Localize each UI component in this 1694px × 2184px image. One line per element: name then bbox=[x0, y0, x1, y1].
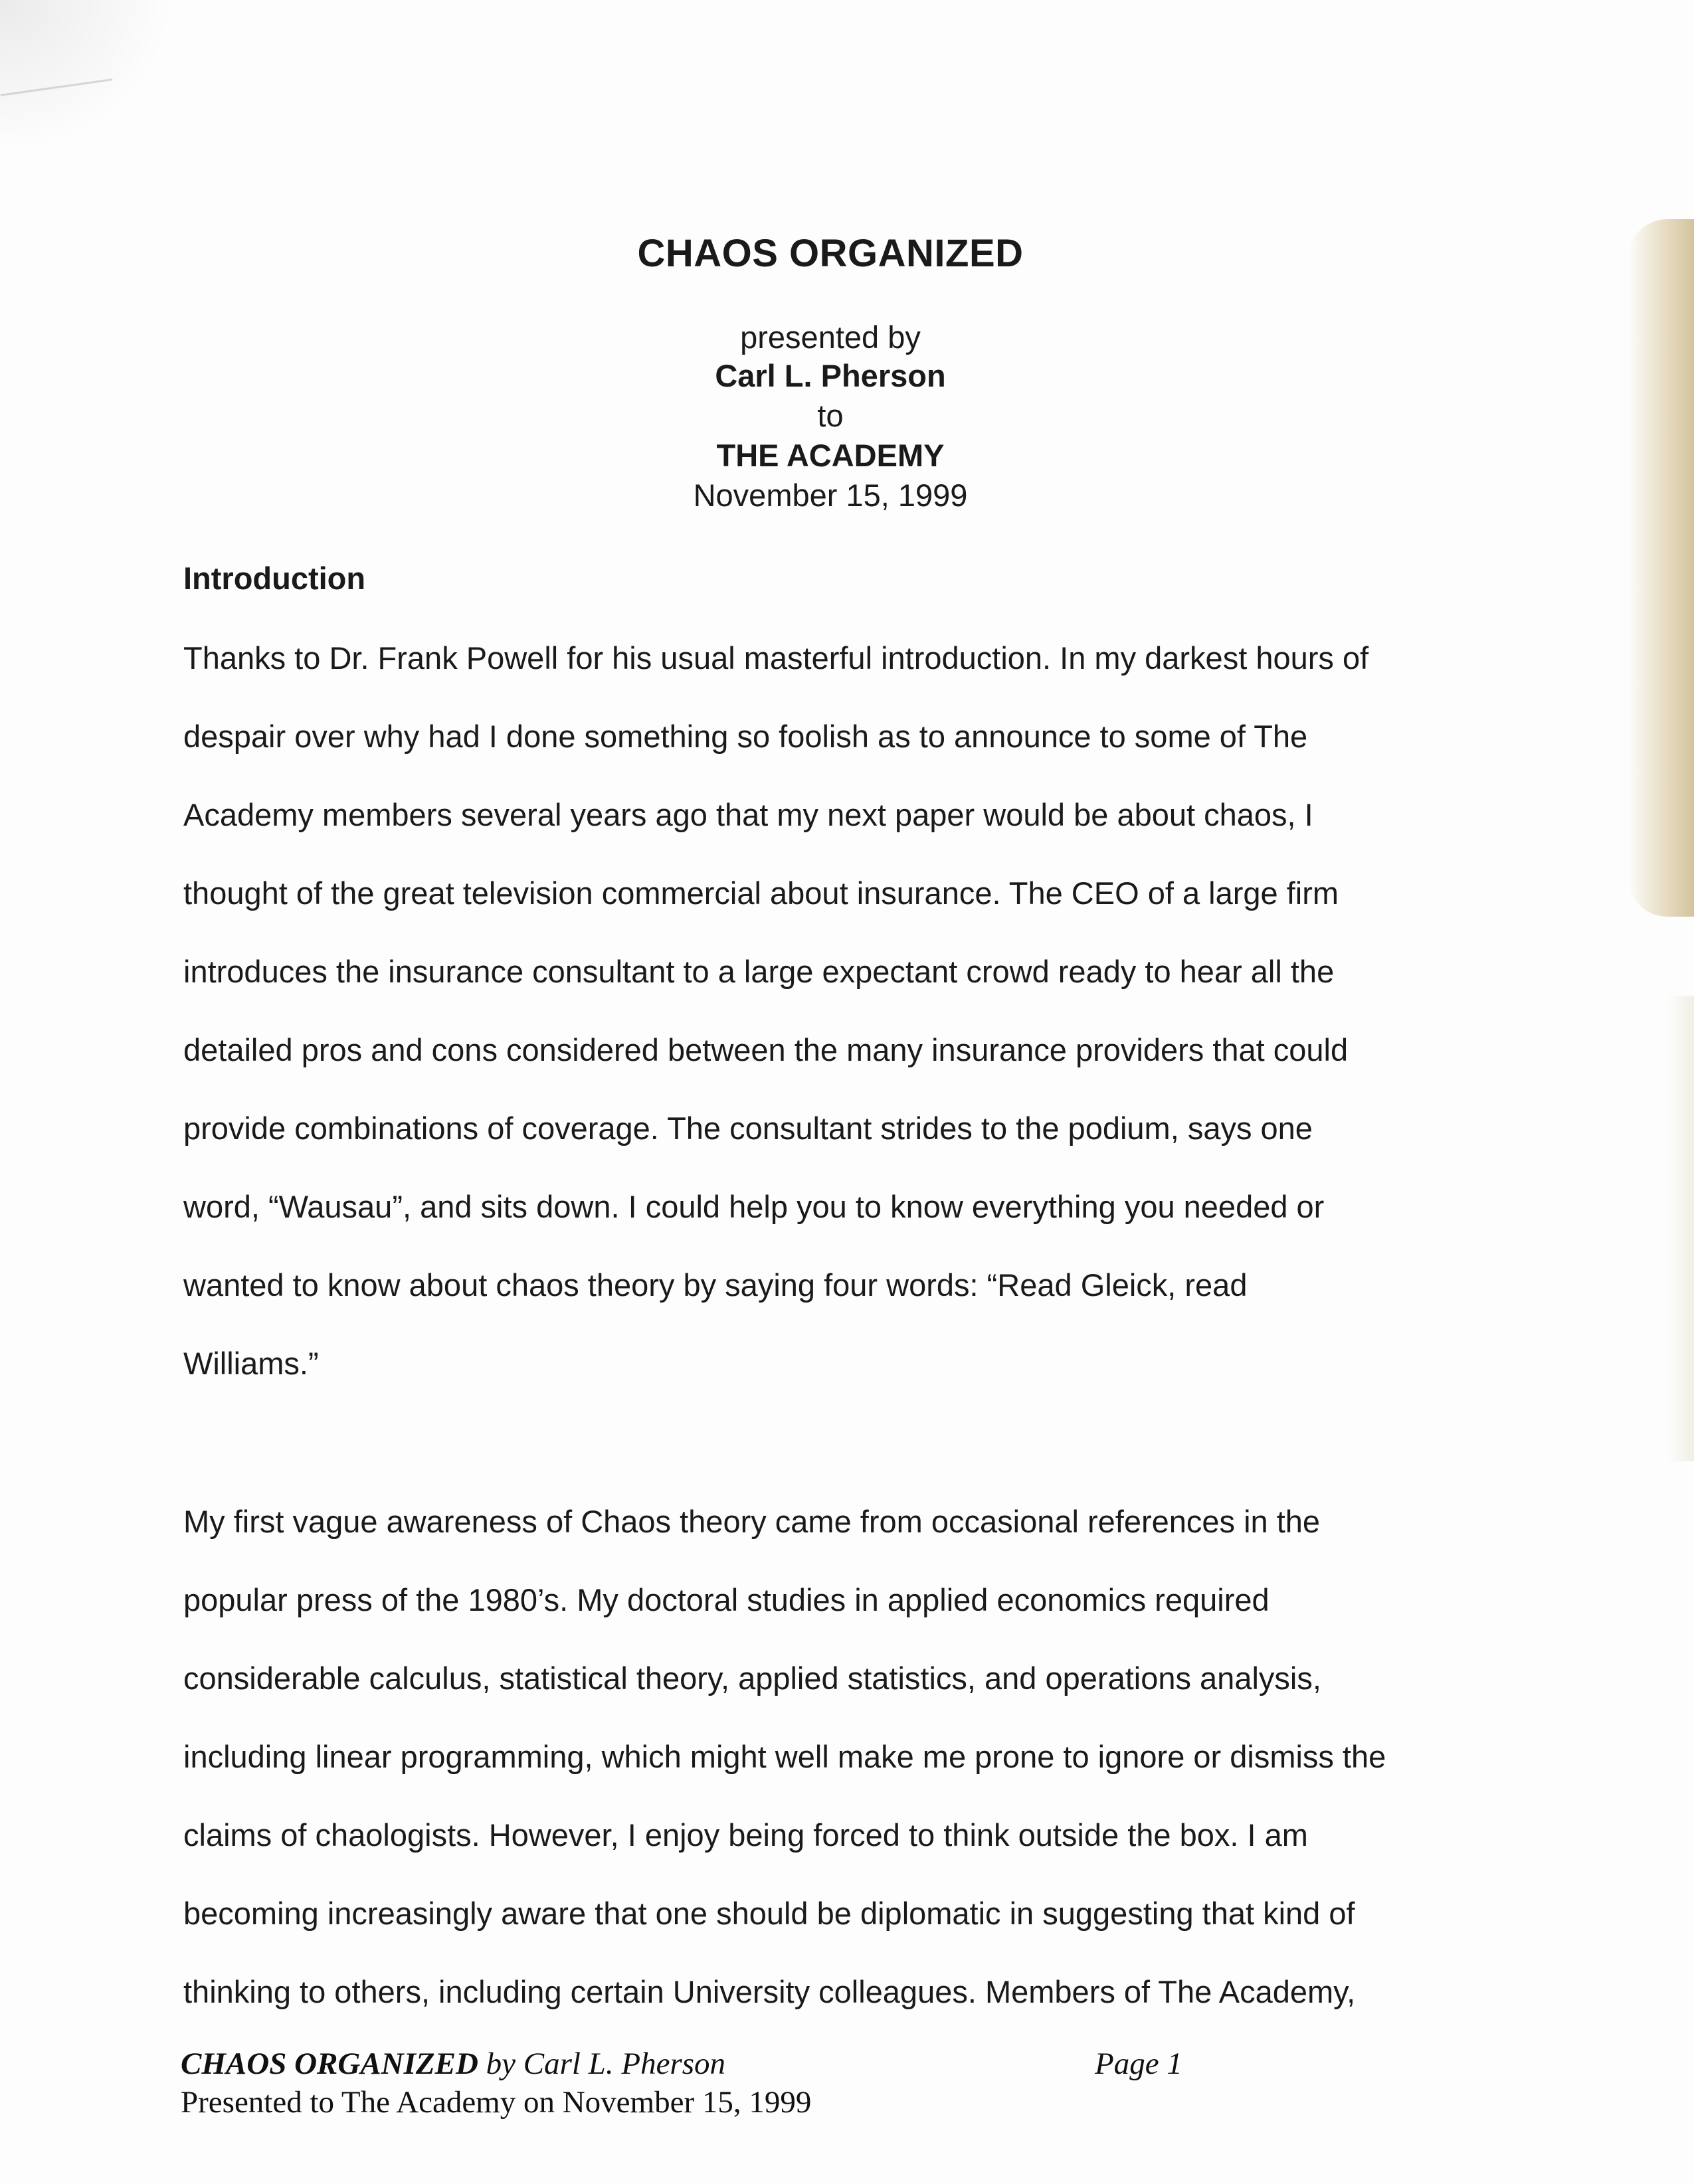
paragraph-2 bbox=[183, 1483, 1512, 2031]
paragraph-line: despair over why had I done something so foolish as to announce to some of The bbox=[183, 719, 1308, 754]
paragraph-line: Academy members several years ago that my next paper would be about chaos, I bbox=[183, 797, 1313, 832]
paper-stain-lower bbox=[1667, 996, 1694, 1461]
paragraph-line: including linear programming, which might well make me prone to ignore or dismiss the bbox=[183, 1739, 1386, 1774]
paragraph-line: detailed pros and cons considered between the many insurance providers that could bbox=[183, 1032, 1349, 1067]
paragraph-line: My first vague awareness of Chaos theory came from occasional references in the bbox=[183, 1504, 1321, 1539]
paragraph-1 bbox=[183, 619, 1512, 1403]
footer-title: CHAOS ORGANIZED bbox=[181, 2047, 478, 2081]
page-number: Page 1 bbox=[1095, 2047, 1182, 2081]
presented-by-label: presented by bbox=[740, 319, 921, 355]
footer-presented-line: Presented to The Academy on November 15, 1999 bbox=[181, 2085, 812, 2120]
author-name: Carl L. Pherson bbox=[715, 358, 946, 393]
paragraph-line: introduces the insurance consultant to a large expectant crowd ready to hear all the bbox=[183, 954, 1335, 989]
paragraph-line: provide combinations of coverage. The consultant strides to the podium, says one bbox=[183, 1111, 1313, 1146]
document-title: CHAOS ORGANIZED bbox=[637, 232, 1024, 275]
paragraph-line: popular press of the 1980’s. My doctoral studies in applied economics required bbox=[183, 1582, 1270, 1617]
section-heading-introduction: Introduction bbox=[183, 561, 366, 596]
organization-name: THE ACADEMY bbox=[716, 438, 945, 473]
paragraph-line: claims of chaologists. However, I enjoy being forced to think outside the box. I am bbox=[183, 1817, 1308, 1853]
footer-author: by Carl L. Pherson bbox=[478, 2047, 726, 2081]
page-crease bbox=[0, 0, 173, 153]
paragraph-line: considerable calculus, statistical theory, applied statistics, and operations analysis, bbox=[183, 1661, 1321, 1696]
paragraph-line: Williams.” bbox=[183, 1346, 319, 1381]
page-footer bbox=[181, 2045, 811, 2122]
paragraph-line: thinking to others, including certain University colleagues. Members of The Academy, bbox=[183, 1974, 1356, 2009]
paragraph-line: Thanks to Dr. Frank Powell for his usual masterful introduction. In my darkest hours of bbox=[183, 640, 1369, 676]
to-label: to bbox=[817, 398, 844, 433]
footer-title-line bbox=[181, 2045, 811, 2083]
paragraph-line: wanted to know about chaos theory by saying four words: “Read Gleick, read bbox=[183, 1267, 1248, 1303]
paragraph-line: becoming increasingly aware that one should be diplomatic in suggesting that kind of bbox=[183, 1896, 1355, 1931]
paragraph-line: word, “Wausau”, and sits down. I could help you to know everything you needed or bbox=[183, 1189, 1325, 1224]
paragraph-line: thought of the great television commercial about insurance. The CEO of a large firm bbox=[183, 875, 1339, 911]
presentation-date: November 15, 1999 bbox=[693, 478, 968, 513]
